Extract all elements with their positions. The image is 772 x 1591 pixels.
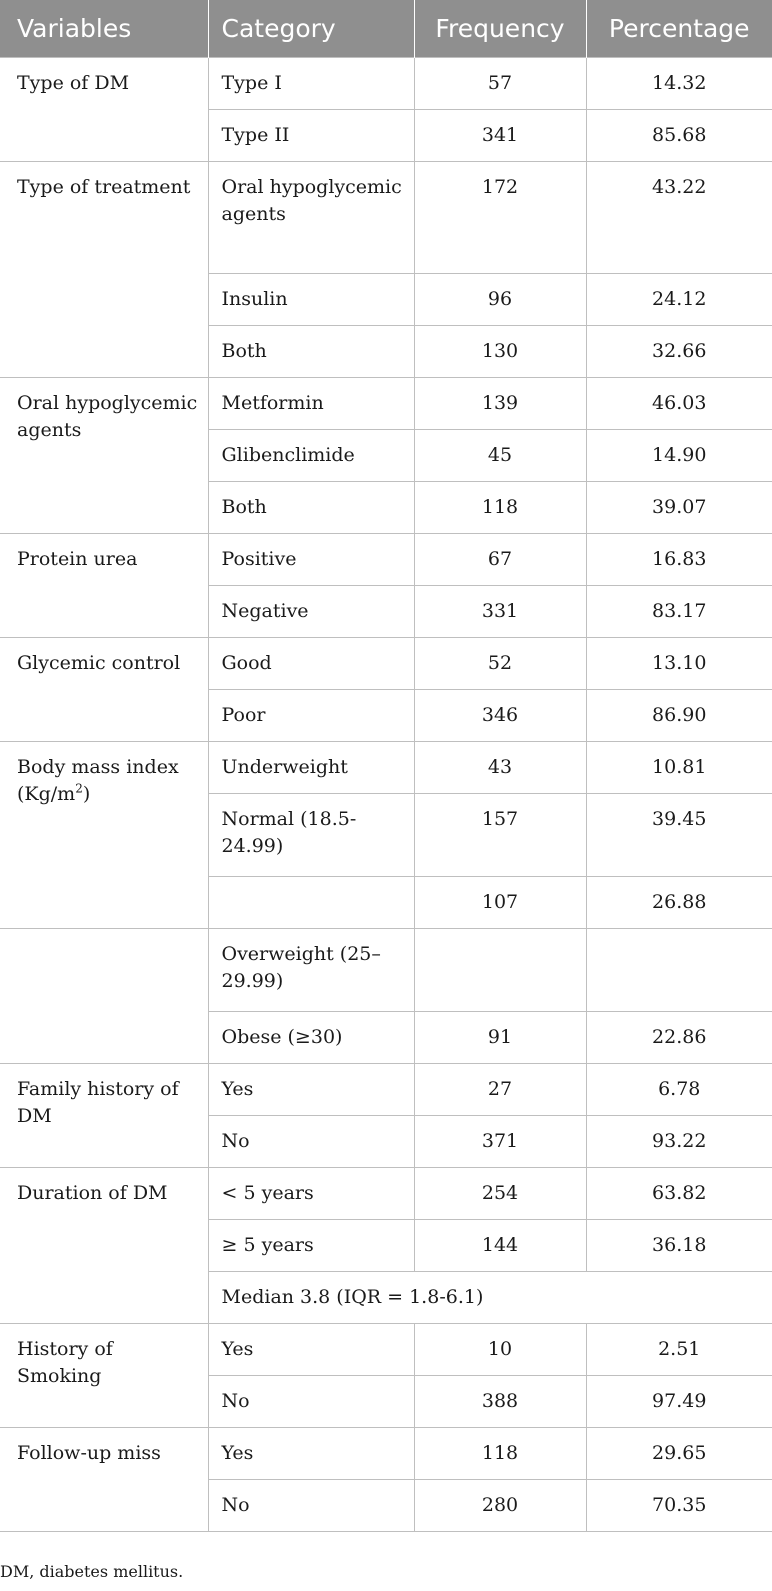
median-note-cell: Median 3.8 (IQR = 1.8-6.1) <box>208 1271 772 1323</box>
category-cell: Oral hypoglycemic agents <box>208 161 414 273</box>
variable-cell: Oral hypoglycemic agents <box>0 377 208 533</box>
category-cell: Yes <box>208 1323 414 1375</box>
category-cell: < 5 years <box>208 1167 414 1219</box>
table-body <box>0 57 772 1531</box>
table-row <box>0 377 772 429</box>
frequency-cell: 27 <box>414 1063 586 1115</box>
header-frequency: Frequency <box>414 0 586 57</box>
category-cell: Both <box>208 481 414 533</box>
category-cell: ≥ 5 years <box>208 1219 414 1271</box>
frequency-cell: 118 <box>414 1427 586 1479</box>
variable-cell: Type of treatment <box>0 161 208 377</box>
frequency-cell <box>414 928 586 1011</box>
variable-cell <box>0 741 208 928</box>
frequency-cell: 67 <box>414 533 586 585</box>
variable-cell: History of Smoking <box>0 1323 208 1427</box>
frequency-cell: 346 <box>414 689 586 741</box>
percentage-cell: 43.22 <box>586 161 772 273</box>
category-cell: No <box>208 1479 414 1531</box>
percentage-cell: 13.10 <box>586 637 772 689</box>
header-percentage: Percentage <box>586 0 772 57</box>
category-cell: Obese (≥30) <box>208 1011 414 1063</box>
category-cell: Type I <box>208 57 414 109</box>
percentage-cell: 39.45 <box>586 793 772 876</box>
percentage-cell: 93.22 <box>586 1115 772 1167</box>
category-cell: Metformin <box>208 377 414 429</box>
category-cell: Yes <box>208 1063 414 1115</box>
category-cell: Normal (18.5-24.99) <box>208 793 414 876</box>
category-cell <box>208 876 414 928</box>
percentage-cell: 46.03 <box>586 377 772 429</box>
frequency-cell: 157 <box>414 793 586 876</box>
percentage-cell: 39.07 <box>586 481 772 533</box>
percentage-cell: 29.65 <box>586 1427 772 1479</box>
variable-superscript: 2 <box>75 781 83 796</box>
table-row <box>0 1427 772 1479</box>
variable-cell: Glycemic control <box>0 637 208 741</box>
table-row <box>0 1167 772 1219</box>
percentage-cell: 85.68 <box>586 109 772 161</box>
percentage-cell: 22.86 <box>586 1011 772 1063</box>
category-cell: Poor <box>208 689 414 741</box>
percentage-cell: 32.66 <box>586 325 772 377</box>
category-cell: Type II <box>208 109 414 161</box>
table-header <box>0 0 772 57</box>
percentage-cell: 14.32 <box>586 57 772 109</box>
variable-cell: Protein urea <box>0 533 208 637</box>
percentage-cell: 10.81 <box>586 741 772 793</box>
variable-cell <box>0 928 208 1063</box>
variable-cell: Follow-up miss <box>0 1427 208 1531</box>
category-cell: Glibenclimide <box>208 429 414 481</box>
table-row <box>0 1063 772 1115</box>
table-row <box>0 1323 772 1375</box>
variable-cell: Family history of DM <box>0 1063 208 1167</box>
frequency-cell: 43 <box>414 741 586 793</box>
table-row <box>0 928 772 1011</box>
frequency-cell: 341 <box>414 109 586 161</box>
percentage-cell: 63.82 <box>586 1167 772 1219</box>
category-cell: Overweight (25–29.99) <box>208 928 414 1011</box>
frequency-cell: 254 <box>414 1167 586 1219</box>
frequency-cell: 139 <box>414 377 586 429</box>
category-cell: Underweight <box>208 741 414 793</box>
percentage-cell: 83.17 <box>586 585 772 637</box>
table-row <box>0 161 772 273</box>
frequency-cell: 107 <box>414 876 586 928</box>
frequency-cell: 331 <box>414 585 586 637</box>
percentage-cell: 16.83 <box>586 533 772 585</box>
percentage-cell: 14.90 <box>586 429 772 481</box>
frequency-cell: 371 <box>414 1115 586 1167</box>
category-cell: Good <box>208 637 414 689</box>
frequency-cell: 130 <box>414 325 586 377</box>
percentage-cell: 97.49 <box>586 1375 772 1427</box>
percentage-cell: 6.78 <box>586 1063 772 1115</box>
frequency-cell: 280 <box>414 1479 586 1531</box>
header-category: Category <box>208 0 414 57</box>
percentage-cell: 70.35 <box>586 1479 772 1531</box>
variable-text: Body mass index (Kg/m <box>17 755 179 805</box>
frequency-cell: 172 <box>414 161 586 273</box>
frequency-cell: 388 <box>414 1375 586 1427</box>
frequency-cell: 91 <box>414 1011 586 1063</box>
header-row <box>0 0 772 57</box>
variable-cell: Duration of DM <box>0 1167 208 1323</box>
table-footnote: DM, diabetes mellitus. <box>0 1562 184 1581</box>
frequency-cell: 144 <box>414 1219 586 1271</box>
percentage-cell: 36.18 <box>586 1219 772 1271</box>
percentage-cell: 26.88 <box>586 876 772 928</box>
frequency-cell: 57 <box>414 57 586 109</box>
percentage-cell: 2.51 <box>586 1323 772 1375</box>
percentage-cell <box>586 928 772 1011</box>
variable-suffix: ) <box>82 782 91 805</box>
table-row <box>0 533 772 585</box>
frequency-cell: 45 <box>414 429 586 481</box>
category-cell: Insulin <box>208 273 414 325</box>
variable-cell: Type of DM <box>0 57 208 161</box>
category-cell: Both <box>208 325 414 377</box>
category-cell: Yes <box>208 1427 414 1479</box>
frequency-cell: 52 <box>414 637 586 689</box>
category-cell: No <box>208 1115 414 1167</box>
category-cell: Negative <box>208 585 414 637</box>
percentage-cell: 24.12 <box>586 273 772 325</box>
frequency-cell: 118 <box>414 481 586 533</box>
category-cell: No <box>208 1375 414 1427</box>
header-variables: Variables <box>0 0 208 57</box>
percentage-cell: 86.90 <box>586 689 772 741</box>
frequency-cell: 10 <box>414 1323 586 1375</box>
category-cell: Positive <box>208 533 414 585</box>
table-row <box>0 637 772 689</box>
frequency-cell: 96 <box>414 273 586 325</box>
table-row <box>0 741 772 793</box>
table-row <box>0 57 772 109</box>
